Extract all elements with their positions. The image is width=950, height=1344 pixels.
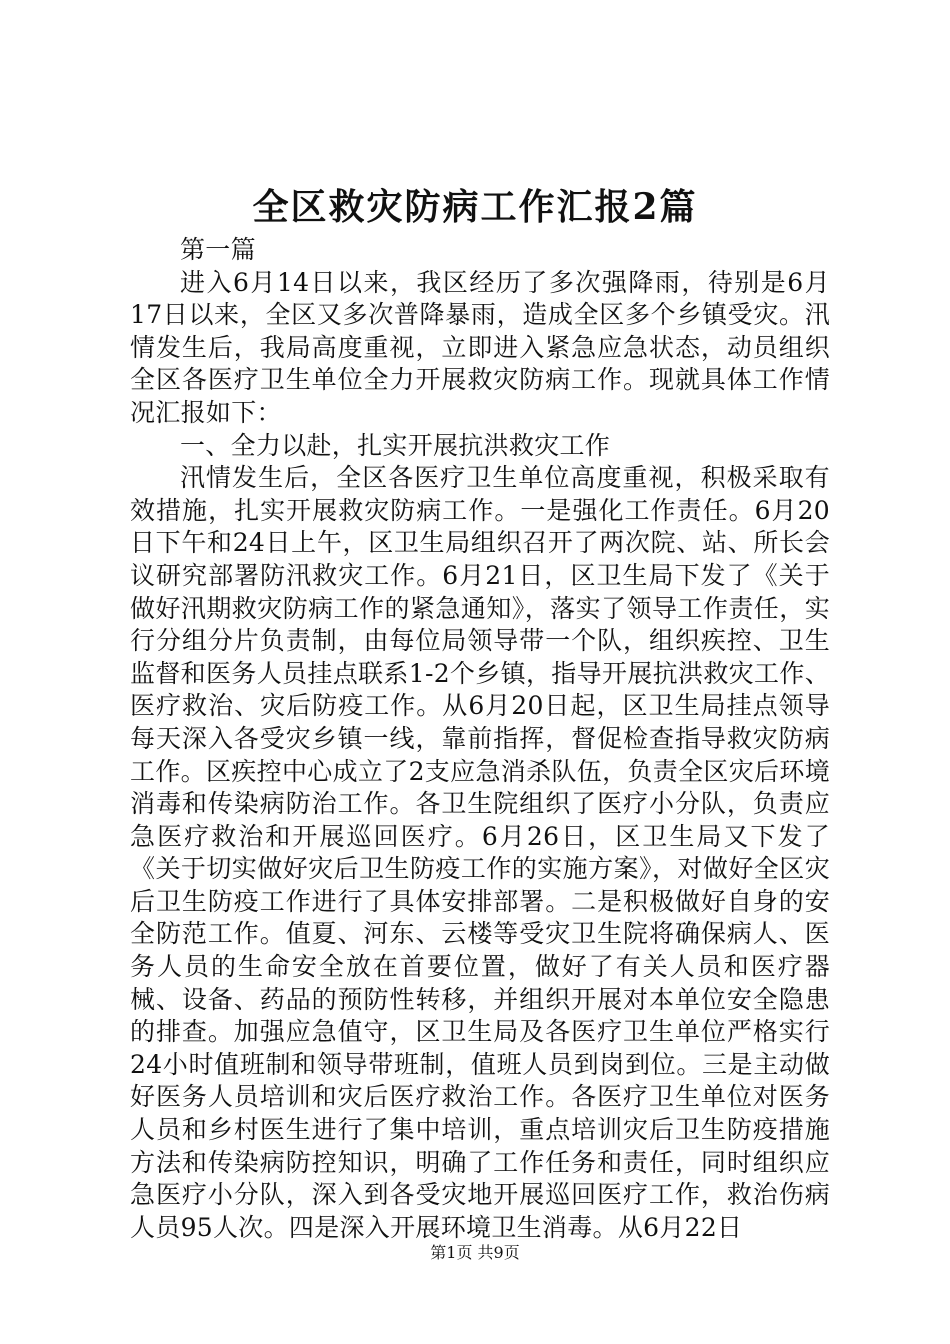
intro-paragraph: 进入6月14日以来，我区经历了多次强降雨，待别是6月17日以来，全区又多次普降暴雨，造成全区多个乡镇受灾。汛情发生后，我局高度重视，立即进入紧急应急状态，动员组织全区各医疗卫生单位全力开展救灾防病工作。现就具体工作情况汇报如下： [130,267,830,427]
page-footer: 第1页 共9页 [430,1243,520,1262]
section-heading-one: 一、全力以赴，扎实开展抗洪救灾工作 [180,430,611,460]
document-body [130,234,830,1244]
body-paragraph: 汛情发生后，全区各医疗卫生单位高度重视，积极采取有效措施，扎实开展救灾防病工作。一是强化工作责任。6月20日下午和24日上午，区卫生局组织召开了两次院、站、所长会议研究部署防汛救灾工作。6月21日，区卫生局下发了《关于做好汛期救灾防病工作的紧急通知》，落实了领导工作责任，实行分组分片负责制，由每位局领导带一个队，组织疾控、卫生监督和医务人员挂点联系1-2个乡镇，指导开展抗洪救灾工作、医疗救治、灾后防疫工作。从6月20日起，区卫生局挂点领导每天深入各受灾乡镇一线，靠前指挥，督促检查指导救灾防病工作。区疾控中心成立了2支应急消杀队伍，负责全区灾后环境消毒和传染病防治工作。各卫生院组织了医疗小分队，负责应急医疗救治和开展巡回医疗。6月26日，区卫生局又下发了《关于切实做好灾后卫生防疫工作的实施方案》，对做好全区灾后卫生防疫工作进行了具体安排部署。二是积极做好自身的安全防范工作。值夏、河东、云楼等受灾卫生院将确保病人、医务人员的生命安全放在首要位置，做好了有关人员和医疗器械、设备、药品的预防性转移，并组织开展对本单位安全隐患的排查。加强应急值守，区卫生局及各医疗卫生单位严格实行24小时值班制和领导带班制，值班人员到岗到位。三是主动做好医务人员培训和灾后医疗救治工作。各医疗卫生单位对医务人员和乡村医生进行了集中培训，重点培训灾后卫生防疫措施方法和传染病防控知识，明确了工作任务和责任，同时组织应急医疗小分队，深入到各受灾地开展巡回医疗工作，救治伤病人员95人次。四是深入开展环境卫生消毒。从6月22日 [130,463,830,1242]
document-title: 全区救灾防病工作汇报2篇 [252,186,698,228]
section-heading-part-one: 第一篇 [180,235,256,264]
